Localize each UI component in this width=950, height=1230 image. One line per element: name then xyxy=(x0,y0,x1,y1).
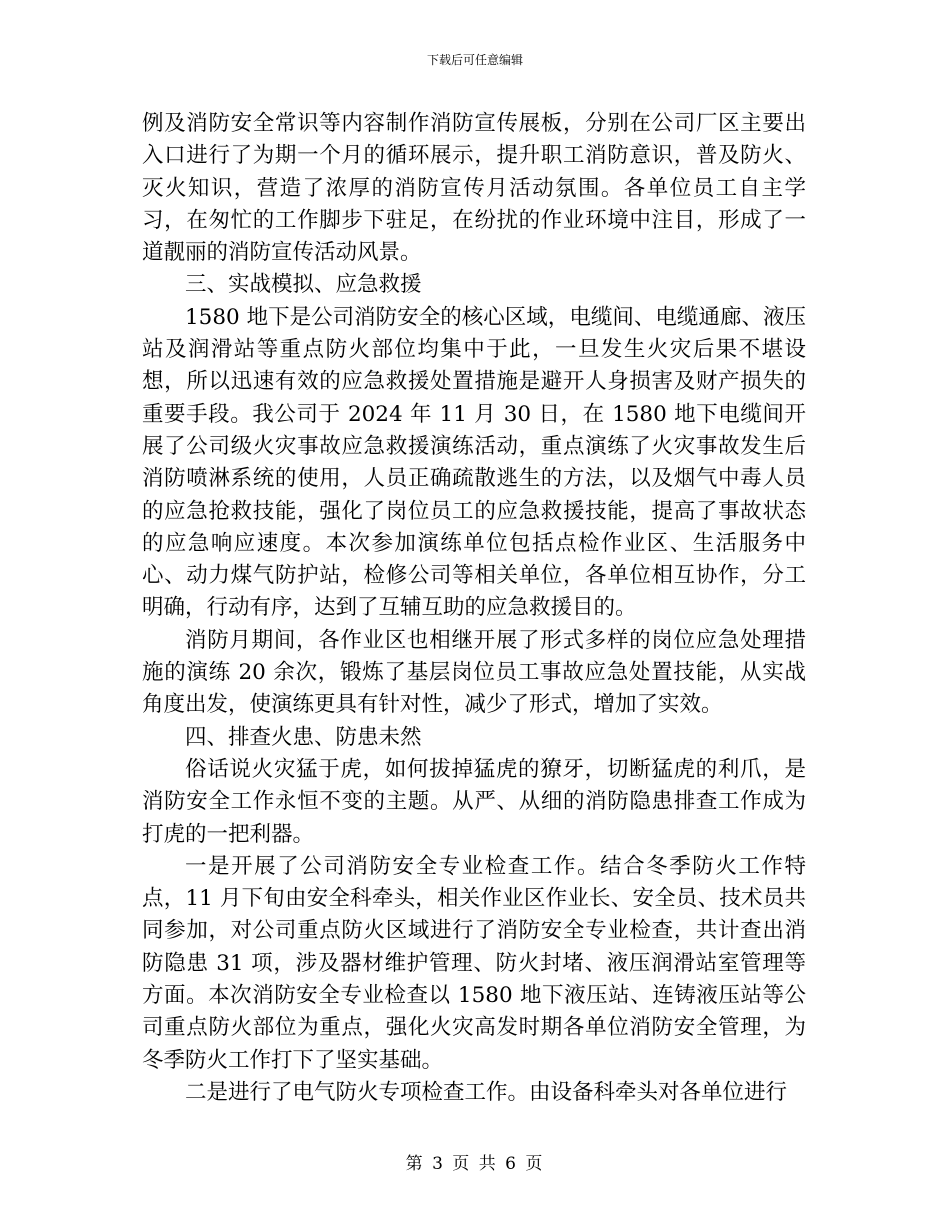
text-line: 技能，强化了岗位员工的应急救援技能，提高了事故状态的应急响应 xyxy=(142,498,806,556)
text-line: 手段。我公司于 2024 年 11 月 30 日，在 1580 地下电缆间开展了公司级 xyxy=(142,401,806,459)
paragraph xyxy=(142,754,806,851)
text-line: 火部位为重点，强化火灾高发时期各单位消防安全管理，为冬季防火 xyxy=(142,1015,806,1073)
paragraph xyxy=(142,302,806,625)
text-line: 施的演练 20 余次，锻炼了基层岗位员工事故应急处置技能，从实战角 xyxy=(142,660,806,718)
page-number: 第 3 页 共 6 页 xyxy=(405,1154,545,1174)
text-line: 度出发，使演练更具有针对性，减少了形式，增加了实效。 xyxy=(163,692,723,718)
text-line: 四、排查火患、防患未然 xyxy=(185,724,422,750)
text-line: 消防安全工作永恒不变的主题。从严、从细的消防隐患排查工作成为 xyxy=(142,789,806,815)
text-line: 丽的消防宣传活动风景。 xyxy=(185,240,422,266)
paragraph xyxy=(142,108,806,269)
document-body xyxy=(142,108,806,1109)
text-line: 二是进行了电气防火专项检查工作。由设备科牵头对各单位进行 xyxy=(185,1079,788,1105)
text-line: 三、实战模拟、应急救援 xyxy=(185,272,422,298)
text-line: 防护站，检修公司等相关单位，各单位相互协作，分工明确，行动有 xyxy=(142,563,806,621)
text-line: 打虎的一把利器。 xyxy=(142,821,315,847)
text-line: 工作打下了坚实基础。 xyxy=(228,1047,444,1073)
text-line: 序，达到了互辅互助的应急救援目的。 xyxy=(271,595,637,621)
text-line: 速度。本次参加演练单位包括点检作业区、生活服务中心、动力煤气 xyxy=(142,530,806,589)
text-line: 1580 地下是公司消防安全的核心区域，电缆间、电缆通廊、液压 xyxy=(185,304,806,330)
text-line: 入口进行了为期一个月的循环展示，提升职工消防意识，普及防火、 xyxy=(142,143,806,169)
text-line: 消防月期间，各作业区也相继开展了形式多样的岗位应急处理措 xyxy=(185,627,806,653)
text-line: 加，对公司重点防火区域进行了消防安全专业检查，共计查出消防隐 xyxy=(142,918,806,976)
paragraph xyxy=(142,625,806,722)
page-header: 下载后可任意编辑 xyxy=(426,53,523,67)
text-line: 11 月下旬由安全科牵头，相关作业区作业长、安全员、技术员共同参 xyxy=(142,886,806,944)
paragraph xyxy=(142,1077,806,1109)
text-line: 在匆忙的工作脚步下驻足，在纷扰的作业环境中注目，形成了一道靓 xyxy=(142,207,806,266)
text-line: 一是开展了公司消防安全专业检查工作。结合冬季防火工作特点， xyxy=(142,853,806,912)
text-line: 火灾事故应急救援演练活动，重点演练了火灾事故发生后消防喷淋系 xyxy=(142,433,806,492)
paragraph xyxy=(142,269,806,301)
text-line: 统的使用，人员正确疏散逃生的方法，以及烟气中毒人员的应急抢救 xyxy=(142,466,806,524)
text-line: 灭火知识，营造了浓厚的消防宣传月活动氛围。各单位员工自主学习， xyxy=(142,175,806,233)
text-line: 所以迅速有效的应急救援处置措施是避开人身损害及财产损失的重要 xyxy=(142,369,806,427)
text-line: 患 31 项，涉及器材维护管理、防火封堵、液压润滑站室管理等方面。 xyxy=(142,950,806,1009)
text-line: 俗话说火灾猛于虎，如何拔掉猛虎的獠牙，切断猛虎的利爪，是 xyxy=(185,756,806,782)
text-line: 例及消防安全常识等内容制作消防宣传展板，分别在公司厂区主要出 xyxy=(142,111,806,136)
text-line: 本次消防安全专业检查以 1580 地下液压站、连铸液压站等公司重点防 xyxy=(142,983,806,1041)
paragraph xyxy=(142,851,806,1077)
text-line: 站及润滑站等重点防火部位均集中于此，一旦发生火灾后果不堪设想， xyxy=(142,337,806,395)
paragraph xyxy=(142,722,806,754)
